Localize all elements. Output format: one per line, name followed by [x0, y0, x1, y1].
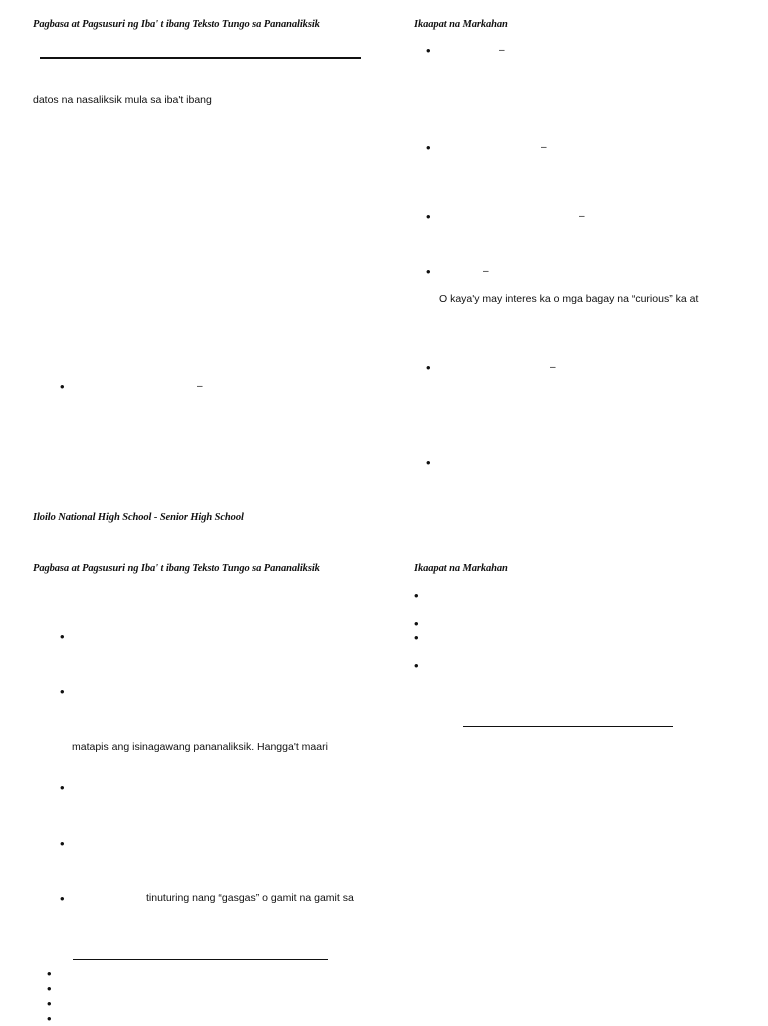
bullet-point: • — [60, 836, 65, 851]
bullet-point: • — [47, 981, 52, 996]
bullet-dash: – — [541, 142, 547, 153]
title-underline — [40, 57, 361, 59]
bullet-dash: – — [197, 381, 203, 392]
course-title-top-left: Pagbasa at Pagsusuri ng Iba' t ibang Teksto Tungo sa Pananaliksik — [33, 19, 320, 30]
bullet-point: • — [47, 966, 52, 981]
quarter-title-bottom-right: Ikaapat na Markahan — [414, 563, 508, 574]
bullet-point: • — [426, 140, 431, 155]
bullet-dash: – — [550, 362, 556, 373]
bullet-point: • — [414, 658, 419, 673]
bullet-point: • — [60, 891, 65, 906]
bullet-point: • — [47, 996, 52, 1011]
bullet-point: • — [60, 780, 65, 795]
quarter-title-top-right: Ikaapat na Markahan — [414, 19, 508, 30]
bullet-dash: – — [579, 211, 585, 222]
blank-line — [463, 726, 673, 727]
bullet-point: • — [60, 379, 65, 394]
bullet-point: • — [426, 455, 431, 470]
bullet-point: • — [426, 43, 431, 58]
bullet-dash: – — [499, 45, 505, 56]
blank-line — [73, 959, 328, 960]
bullet-point: • — [60, 629, 65, 644]
bullet-point: • — [47, 1011, 52, 1026]
bullet-point: • — [414, 630, 419, 645]
bullet-dash: – — [483, 266, 489, 277]
school-name: Iloilo National High School - Senior High School — [33, 512, 244, 523]
bullet-point: • — [426, 360, 431, 375]
body-text-curious: O kaya'y may interes ka o mga bagay na “curious” ka at — [439, 293, 699, 305]
course-title-bottom-left: Pagbasa at Pagsusuri ng Iba' t ibang Teksto Tungo sa Pananaliksik — [33, 563, 320, 574]
bullet-point: • — [426, 264, 431, 279]
bullet-point: • — [414, 616, 419, 631]
body-text-datos: datos na nasaliksik mula sa iba't ibang — [33, 94, 212, 106]
bullet-point: • — [414, 588, 419, 603]
body-text-matapis: matapis ang isinagawang pananaliksik. Hangga't maari — [72, 741, 328, 753]
bullet-point: • — [426, 209, 431, 224]
body-text-gasgas: tinuturing nang “gasgas” o gamit na gamit sa — [146, 892, 354, 904]
bullet-point: • — [60, 684, 65, 699]
